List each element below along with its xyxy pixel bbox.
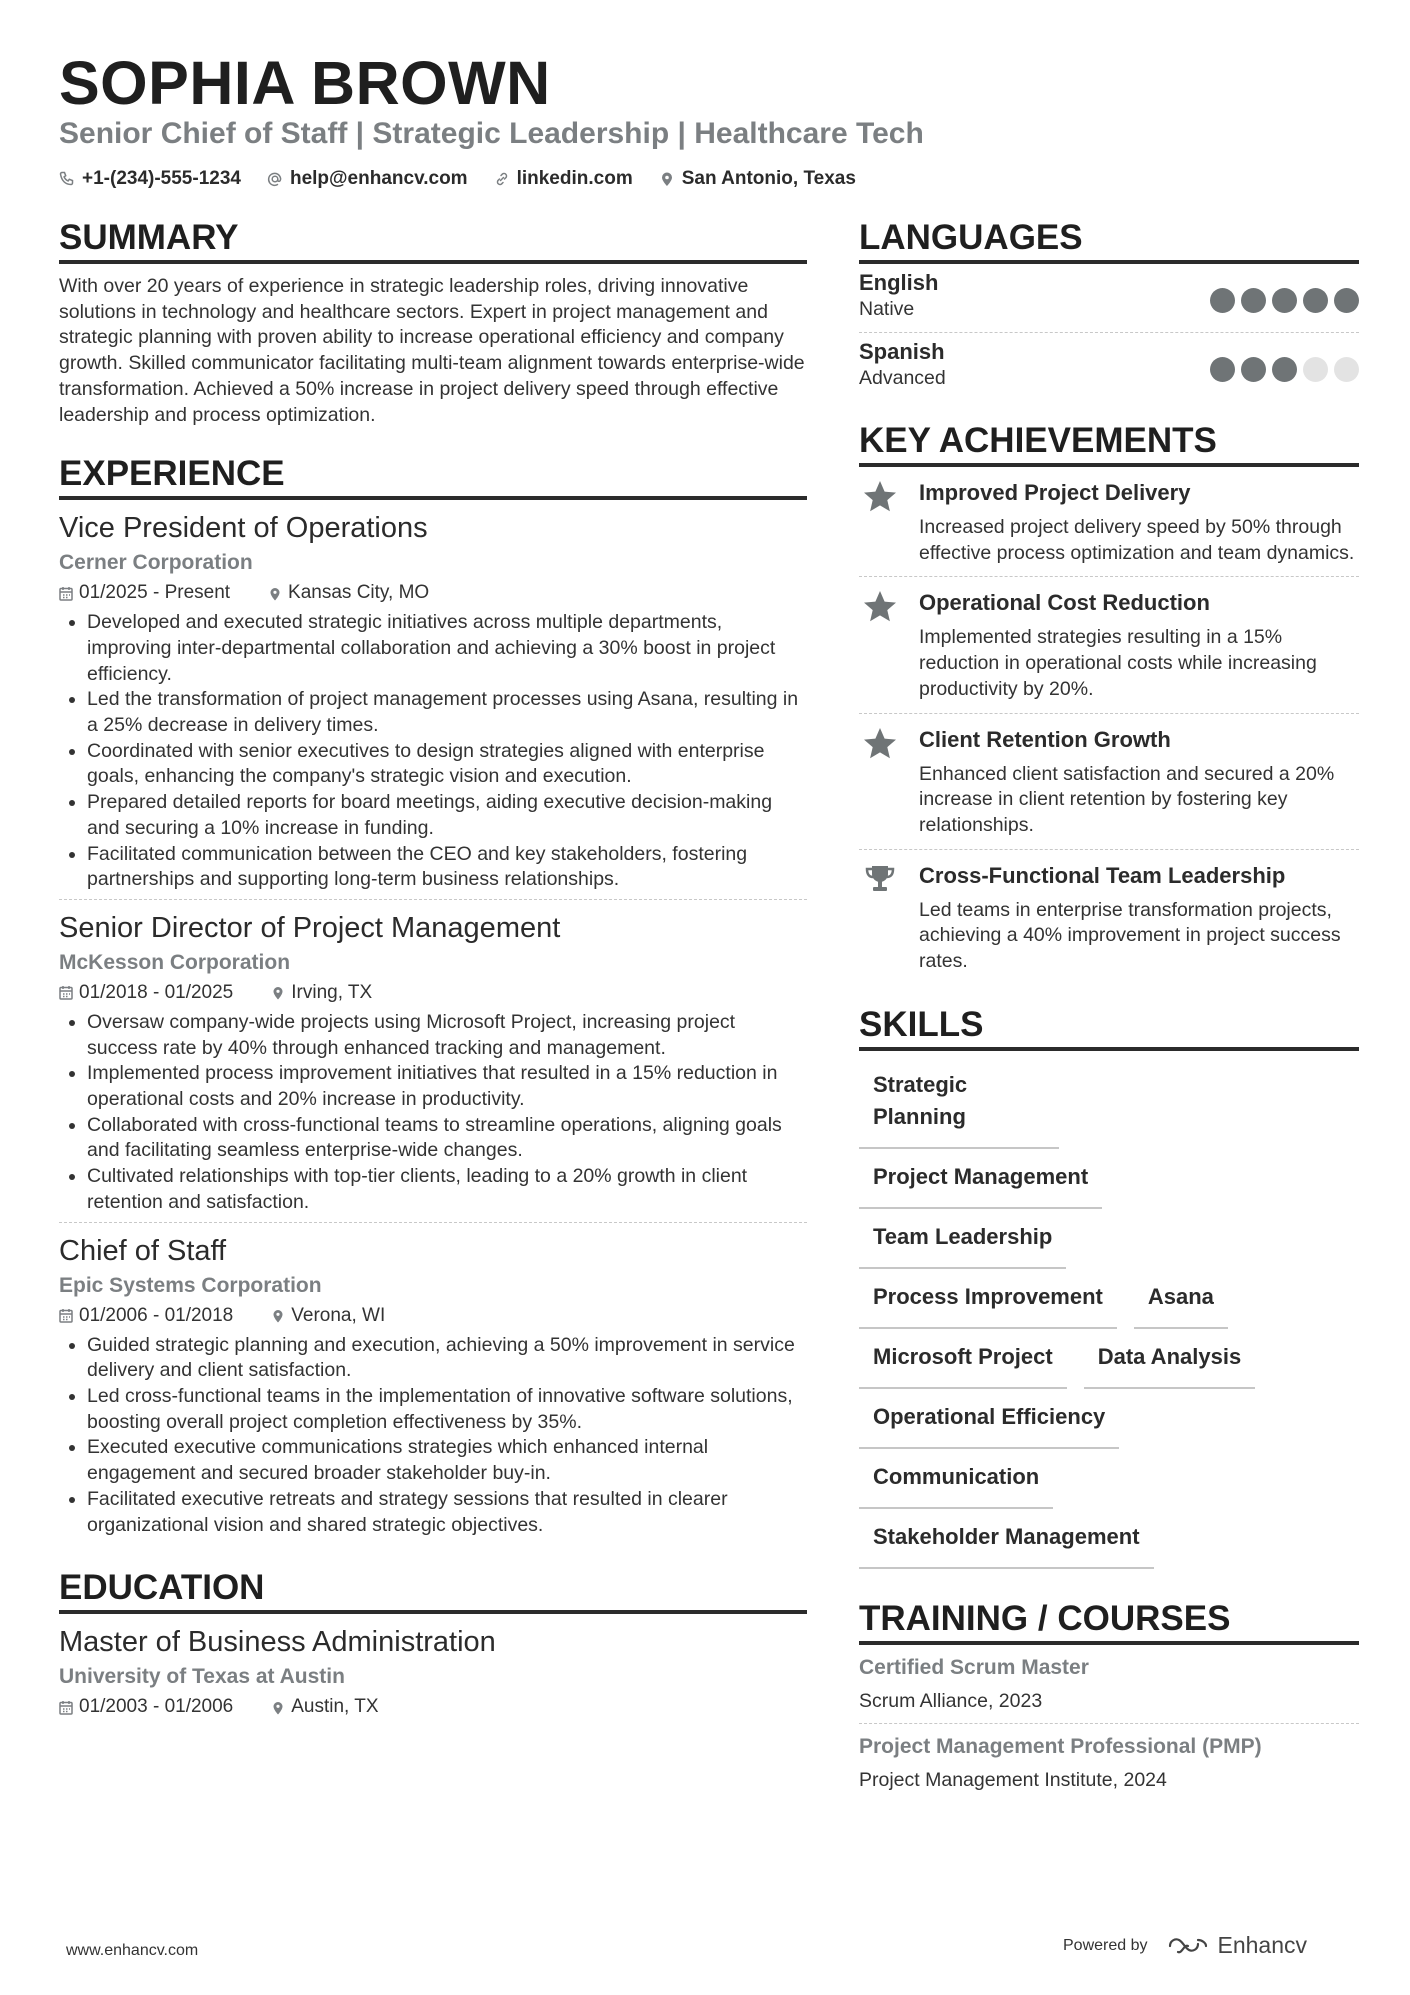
job-bullet: • Prepared detailed reports for board meetings, aiding executive decision-making and securing a 10% increase in funding. xyxy=(87,790,807,841)
rating-dot-filled xyxy=(1303,288,1328,313)
summary-text: With over 20 years of experience in strategic leadership roles, driving innovative solutions in technology and healthcare sectors. Expert in project management and strategic planning with proven ability to increase operational efficiency and company growth. Skilled communicator facilitating multi-team alignment towards enterprise-wide transformation. Achieved a 50% increase in project delivery speed through effective leadership and process optimization. xyxy=(59,275,805,426)
experience-section xyxy=(59,454,807,1544)
job-bullet: • Implemented process improvement initiatives that resulted in a 15% reduction in operational costs and 20% increase in productivity. xyxy=(87,1061,807,1112)
contact-location xyxy=(659,168,856,190)
contact-phone[interactable] xyxy=(59,168,241,190)
language-name: English xyxy=(859,270,939,295)
achievement-desc: Enhanced client satisfaction and secured a 20% increase in client retention by fostering key relationships. xyxy=(919,762,1335,836)
trophy-icon xyxy=(862,862,898,898)
job-location: Verona, WI xyxy=(291,1304,386,1326)
at-icon xyxy=(267,171,283,187)
language-rating xyxy=(1210,357,1359,382)
location-pin-icon xyxy=(271,985,285,1000)
training-title: TRAINING / COURSES xyxy=(859,1599,1359,1645)
job-entry xyxy=(59,910,807,1223)
job-dates: 01/2018 - 01/2025 xyxy=(79,981,234,1003)
achievement-item xyxy=(859,467,1359,577)
linkedin-text: linkedin.com xyxy=(516,168,633,189)
rating-dot-empty xyxy=(1334,357,1359,382)
location-pin-icon xyxy=(271,1700,285,1715)
achievements-title: KEY ACHIEVEMENTS xyxy=(859,421,1359,467)
headline: Senior Chief of Staff | Strategic Leadership | Healthcare Tech xyxy=(59,117,924,150)
rating-dot-filled xyxy=(1210,357,1235,382)
location-pin-icon xyxy=(271,1308,285,1323)
languages-section xyxy=(859,218,1359,401)
job-meta xyxy=(59,582,807,604)
location-pin-icon xyxy=(659,171,675,187)
skill-tag: Team Leadership xyxy=(859,1209,1066,1269)
calendar-icon xyxy=(59,1700,73,1715)
course-item xyxy=(859,1645,1359,1724)
star-icon xyxy=(862,479,898,515)
skills-list xyxy=(859,1057,1359,1569)
language-level: Advanced xyxy=(859,367,946,389)
job-entry xyxy=(59,1233,807,1545)
right-column xyxy=(859,218,1359,1802)
language-name: Spanish xyxy=(859,339,945,364)
skill-tag: Strategic Planning xyxy=(859,1057,1059,1149)
job-bullet: • Coordinated with senior executives to design strategies aligned with enterprise goals, enhancing the company's strategic vision and execution. xyxy=(87,739,807,790)
footer-branding xyxy=(1063,1932,1307,1959)
achievement-title: Cross-Functional Team Leadership xyxy=(919,862,1286,888)
rating-dot-empty xyxy=(1303,357,1328,382)
rating-dot-filled xyxy=(1241,357,1266,382)
rating-dot-filled xyxy=(1334,288,1359,313)
job-bullet: • Executed executive communications strategies which enhanced internal engagement and secured broader stakeholder buy-in. xyxy=(87,1435,807,1486)
skill-tag: Microsoft Project xyxy=(859,1329,1067,1389)
company-name: Cerner Corporation xyxy=(59,551,253,575)
contact-linkedin[interactable] xyxy=(494,168,633,190)
calendar-icon xyxy=(59,985,73,1000)
job-bullet: • Facilitated communication between the CEO and key stakeholders, fostering partnerships and supporting long-term business relationships. xyxy=(87,842,807,893)
skill-tag: Project Management xyxy=(859,1149,1102,1209)
contact-email[interactable] xyxy=(267,168,468,190)
achievement-title: Client Retention Growth xyxy=(919,726,1171,752)
course-org: Project Management Institute, 2024 xyxy=(859,1768,1167,1791)
job-bullet: • Cultivated relationships with top-tier clients, leading to a 20% growth in client retention and satisfaction. xyxy=(87,1164,807,1215)
star-icon xyxy=(862,589,898,625)
education-location: Austin, TX xyxy=(291,1696,379,1718)
job-bullet: • Developed and executed strategic initiatives across multiple departments, improving inter-departmental collaboration and achieving a 30% boost in project efficiency. xyxy=(87,610,807,687)
job-bullet: • Oversaw company-wide projects using Microsoft Project, increasing project success rate by 40% through enhanced tracking and management. xyxy=(87,1010,807,1061)
powered-by-label: Powered by xyxy=(1063,1936,1148,1954)
phone-icon xyxy=(59,171,75,187)
job-bullet: • Guided strategic planning and execution, achieving a 50% improvement in service delivery and client satisfaction. xyxy=(87,1333,807,1384)
summary-title: SUMMARY xyxy=(59,218,807,264)
contact-bar xyxy=(59,168,856,190)
education-section xyxy=(59,1568,807,1724)
skill-tag: Data Analysis xyxy=(1084,1329,1255,1389)
calendar-icon xyxy=(59,586,73,601)
job-bullet: • Led the transformation of project management processes using Asana, resulting in a 25% decrease in delivery times. xyxy=(87,687,807,738)
star-icon xyxy=(862,726,898,762)
job-title: Chief of Staff xyxy=(59,1234,227,1267)
candidate-name: SOPHIA BROWN xyxy=(59,49,551,117)
course-org: Scrum Alliance, 2023 xyxy=(859,1689,1043,1712)
job-bullet: • Led cross-functional teams in the implementation of innovative software solutions, boosting overall project completion effectiveness by 35%. xyxy=(87,1384,807,1435)
course-title: Certified Scrum Master xyxy=(859,1655,1089,1679)
job-title: Senior Director of Project Management xyxy=(59,911,561,944)
experience-title: EXPERIENCE xyxy=(59,454,807,500)
achievement-item xyxy=(859,714,1359,850)
school-name: University of Texas at Austin xyxy=(59,1665,345,1689)
achievement-desc: Led teams in enterprise transformation projects, achieving a 40% improvement in project success rates. xyxy=(919,898,1341,973)
training-section xyxy=(859,1599,1359,1802)
rating-dot-filled xyxy=(1272,288,1297,313)
skill-tag: Communication xyxy=(859,1449,1053,1509)
email-text: help@enhancv.com xyxy=(289,168,468,189)
languages-title: LANGUAGES xyxy=(859,218,1359,264)
skill-tag: Asana xyxy=(1134,1269,1228,1329)
job-dates: 01/2025 - Present xyxy=(79,582,231,604)
achievement-title: Operational Cost Reduction xyxy=(919,590,1210,616)
education-meta xyxy=(59,1696,807,1718)
course-title: Project Management Professional (PMP) xyxy=(859,1734,1262,1758)
job-title: Vice President of Operations xyxy=(59,512,428,545)
achievement-title: Improved Project Delivery xyxy=(919,480,1191,505)
achievement-item xyxy=(859,850,1359,985)
rating-dot-filled xyxy=(1241,288,1266,313)
company-name: Epic Systems Corporation xyxy=(59,1273,322,1297)
location-text: San Antonio, Texas xyxy=(681,168,856,189)
education-title: EDUCATION xyxy=(59,1568,807,1614)
job-location: Kansas City, MO xyxy=(288,582,430,604)
job-dates: 01/2006 - 01/2018 xyxy=(79,1304,234,1326)
job-bullets xyxy=(59,1010,807,1216)
education-entry xyxy=(59,1624,807,1724)
skills-title: SKILLS xyxy=(859,1005,1359,1051)
rating-dot-filled xyxy=(1272,357,1297,382)
company-name: McKesson Corporation xyxy=(59,950,291,974)
rating-dot-filled xyxy=(1210,288,1235,313)
job-meta xyxy=(59,982,807,1004)
course-item xyxy=(859,1724,1359,1802)
link-icon xyxy=(494,171,510,187)
brand-name: Enhancv xyxy=(1217,1932,1308,1958)
skills-section xyxy=(859,1005,1359,1569)
job-bullet: • Facilitated executive retreats and strategy sessions that resulted in clearer organizational vision and shared strategic objectives. xyxy=(87,1487,807,1538)
achievement-desc: Increased project delivery speed by 50% through effective process optimization and team dynamics. xyxy=(919,516,1355,564)
achievement-item xyxy=(859,577,1359,713)
education-dates: 01/2003 - 01/2006 xyxy=(79,1696,234,1718)
enhancv-logo-icon xyxy=(1166,1934,1210,1958)
language-item xyxy=(859,264,1359,333)
skill-tag: Stakeholder Management xyxy=(859,1509,1154,1569)
summary-section xyxy=(59,218,807,428)
job-meta xyxy=(59,1305,807,1327)
location-pin-icon xyxy=(268,586,282,601)
left-column xyxy=(59,218,807,1724)
job-location: Irving, TX xyxy=(291,981,373,1003)
brand-logo[interactable] xyxy=(1166,1932,1308,1959)
skill-tag: Operational Efficiency xyxy=(859,1389,1119,1449)
job-bullets xyxy=(59,610,807,893)
footer-website[interactable]: www.enhancv.com xyxy=(66,1942,199,1959)
job-bullet: • Collaborated with cross-functional teams to streamline operations, aligning goals and facilitating seamless enterprise-wide changes. xyxy=(87,1113,807,1164)
calendar-icon xyxy=(59,1308,73,1323)
language-rating xyxy=(1210,288,1359,313)
language-item xyxy=(859,333,1359,401)
degree: Master of Business Administration xyxy=(59,1626,496,1659)
skill-tag: Process Improvement xyxy=(859,1269,1117,1329)
job-bullets xyxy=(59,1333,807,1539)
job-entry xyxy=(59,510,807,900)
language-level: Native xyxy=(859,298,915,320)
achievement-desc: Implemented strategies resulting in a 15% reduction in operational costs while increasing productivity by 20%. xyxy=(919,626,1317,700)
phone-text: +1-(234)-555-1234 xyxy=(82,168,241,189)
achievements-section xyxy=(859,421,1359,985)
